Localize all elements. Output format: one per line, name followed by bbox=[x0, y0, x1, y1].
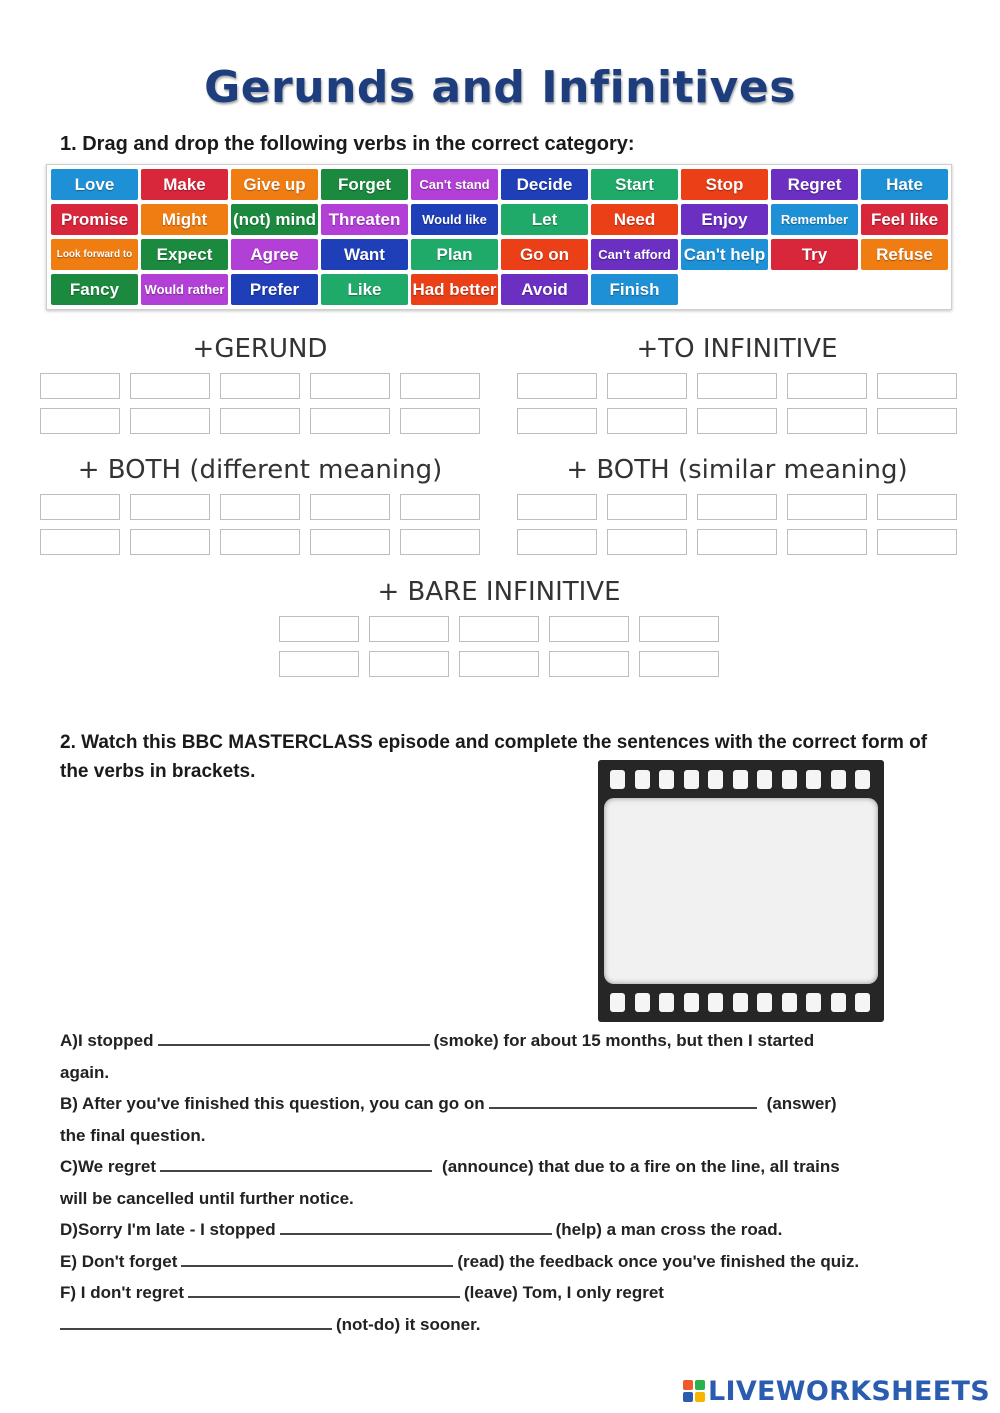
sprocket-hole bbox=[635, 993, 650, 1012]
drop-box-to-infinitive[interactable] bbox=[787, 373, 867, 399]
verb-chip[interactable]: Let bbox=[501, 204, 588, 235]
sentence-f bbox=[60, 1282, 950, 1304]
drop-box-both-different[interactable] bbox=[310, 529, 390, 555]
sentence-b bbox=[60, 1093, 950, 1115]
drop-box-to-infinitive[interactable] bbox=[607, 373, 687, 399]
drop-box-bare-infinitive[interactable] bbox=[279, 651, 359, 677]
logo-square bbox=[683, 1380, 693, 1390]
sprocket-hole bbox=[708, 770, 723, 789]
verb-chip[interactable]: Look forward to bbox=[51, 239, 138, 270]
sprocket-hole bbox=[733, 770, 748, 789]
verb-chip[interactable]: (not) mind bbox=[231, 204, 318, 235]
drop-box-bare-infinitive[interactable] bbox=[639, 651, 719, 677]
sentence-d bbox=[60, 1219, 950, 1241]
answer-blank-b[interactable] bbox=[489, 1093, 757, 1109]
verb-chip[interactable]: Prefer bbox=[231, 274, 318, 305]
verb-chip[interactable]: Might bbox=[141, 204, 228, 235]
drop-box-both-similar[interactable] bbox=[517, 529, 597, 555]
drop-box-bare-infinitive[interactable] bbox=[549, 616, 629, 642]
category-heading-to-infinitive: +TO INFINITIVE bbox=[636, 334, 838, 364]
sprocket-hole bbox=[806, 993, 821, 1012]
verb-chip[interactable]: Plan bbox=[411, 239, 498, 270]
sentence-a-start: A)I stopped bbox=[60, 1031, 154, 1050]
sprocket-hole bbox=[659, 993, 674, 1012]
drop-box-both-different[interactable] bbox=[220, 494, 300, 520]
sentence-a bbox=[60, 1030, 950, 1052]
drop-box-to-infinitive[interactable] bbox=[697, 408, 777, 434]
drop-box-to-infinitive[interactable] bbox=[787, 408, 867, 434]
verb-chip[interactable]: Avoid bbox=[501, 274, 588, 305]
logo-square bbox=[683, 1392, 693, 1402]
drop-box-bare-infinitive[interactable] bbox=[459, 616, 539, 642]
verb-chip[interactable]: Would like bbox=[411, 204, 498, 235]
verb-bank-grid bbox=[51, 169, 948, 305]
sentence-c-start: C)We regret bbox=[60, 1157, 157, 1176]
sentence-e-end: (read) the feedback once you've finished the quiz. bbox=[457, 1252, 860, 1271]
drop-box-bare-infinitive[interactable] bbox=[549, 651, 629, 677]
section1-instruction: 1. Drag and drop the following verbs in the correct category: bbox=[60, 133, 635, 155]
liveworksheets-logo bbox=[683, 1377, 990, 1405]
drop-box-gerund[interactable] bbox=[40, 408, 120, 434]
sprocket-hole bbox=[635, 770, 650, 789]
answer-blank-a[interactable] bbox=[158, 1030, 430, 1046]
drop-box-both-different[interactable] bbox=[220, 529, 300, 555]
drop-box-gerund[interactable] bbox=[400, 373, 480, 399]
section2-instruction-text: 2. Watch this BBC MASTERCLASS episode and complete the sentences with the correct form of the verbs in brackets. bbox=[60, 732, 928, 782]
verb-chip[interactable]: Try bbox=[771, 239, 858, 270]
logo-square bbox=[695, 1392, 705, 1402]
drop-box-both-similar[interactable] bbox=[607, 529, 687, 555]
sentence-e bbox=[60, 1251, 950, 1273]
sprocket-hole bbox=[831, 770, 846, 789]
drop-box-both-similar[interactable] bbox=[877, 529, 957, 555]
verb-chip[interactable]: Refuse bbox=[861, 239, 948, 270]
verb-chip[interactable]: Make bbox=[141, 169, 228, 200]
drop-box-gerund[interactable] bbox=[40, 373, 120, 399]
category-heading-gerund: +GERUND bbox=[192, 334, 328, 364]
drop-box-both-similar[interactable] bbox=[607, 494, 687, 520]
verb-chip[interactable]: Had better bbox=[411, 274, 498, 305]
logo-text: LIVEWORKSHEETS bbox=[707, 1375, 990, 1407]
sprocket-hole bbox=[733, 993, 748, 1012]
verb-chip[interactable]: Love bbox=[51, 169, 138, 200]
drop-box-both-similar[interactable] bbox=[697, 494, 777, 520]
drop-box-gerund[interactable] bbox=[310, 373, 390, 399]
sprocket-hole bbox=[610, 770, 625, 789]
drop-box-gerund[interactable] bbox=[310, 408, 390, 434]
sentence-f-end: (not-do) it sooner. bbox=[336, 1315, 481, 1334]
verb-chip[interactable]: Hate bbox=[861, 169, 948, 200]
sentence-f-cont bbox=[60, 1314, 950, 1336]
drop-box-both-similar[interactable] bbox=[787, 529, 867, 555]
verb-chip[interactable]: Start bbox=[591, 169, 678, 200]
drop-box-bare-infinitive[interactable] bbox=[639, 616, 719, 642]
sprocket-hole bbox=[855, 993, 870, 1012]
sentence-f-mid: (leave) Tom, I only regret bbox=[463, 1283, 664, 1302]
drop-box-bare-infinitive[interactable] bbox=[369, 616, 449, 642]
sentence-c bbox=[60, 1156, 950, 1178]
sentence-a-cont: again. bbox=[60, 1063, 110, 1082]
sentence-e-start: E) Don't forget bbox=[60, 1252, 178, 1271]
verb-chip[interactable]: Give up bbox=[231, 169, 318, 200]
verb-chip[interactable]: Want bbox=[321, 239, 408, 270]
verb-chip[interactable]: Can't help bbox=[681, 239, 768, 270]
verb-chip[interactable]: Remember bbox=[771, 204, 858, 235]
sprocket-hole bbox=[708, 993, 723, 1012]
drop-box-gerund[interactable] bbox=[220, 373, 300, 399]
verb-chip[interactable]: Threaten bbox=[321, 204, 408, 235]
video-frame[interactable] bbox=[604, 798, 878, 984]
drop-box-gerund[interactable] bbox=[400, 408, 480, 434]
answer-blank-e[interactable] bbox=[181, 1251, 453, 1267]
drop-box-to-infinitive[interactable] bbox=[517, 373, 597, 399]
drop-box-to-infinitive[interactable] bbox=[607, 408, 687, 434]
verb-chip[interactable]: Stop bbox=[681, 169, 768, 200]
sentence-d-start: D)Sorry I'm late - I stopped bbox=[60, 1220, 276, 1239]
drop-box-both-similar[interactable] bbox=[517, 494, 597, 520]
verb-chip[interactable]: Like bbox=[321, 274, 408, 305]
sentence-c-cont: will be cancelled until further notice. bbox=[60, 1189, 354, 1208]
drop-box-bare-infinitive[interactable] bbox=[369, 651, 449, 677]
verb-bank bbox=[46, 164, 952, 310]
category-heading-both-different: + BOTH (different meaning) bbox=[77, 455, 443, 485]
drop-box-to-infinitive[interactable] bbox=[877, 373, 957, 399]
drop-box-gerund[interactable] bbox=[130, 408, 210, 434]
sprocket-hole bbox=[757, 770, 772, 789]
verb-chip[interactable]: Decide bbox=[501, 169, 588, 200]
verb-chip[interactable]: Fancy bbox=[51, 274, 138, 305]
sprocket-hole bbox=[782, 993, 797, 1012]
category-heading-bare-infinitive: + BARE INFINITIVE bbox=[377, 577, 621, 607]
verb-chip[interactable]: Promise bbox=[51, 204, 138, 235]
drop-box-both-different[interactable] bbox=[130, 529, 210, 555]
sprocket-hole bbox=[782, 770, 797, 789]
sentence-f-start: F) I don't regret bbox=[60, 1283, 184, 1302]
verb-chip[interactable]: Go on bbox=[501, 239, 588, 270]
sentence-b-start: B) After you've finished this question, you can go on bbox=[60, 1094, 485, 1113]
drop-box-gerund[interactable] bbox=[130, 373, 210, 399]
drop-box-gerund[interactable] bbox=[220, 408, 300, 434]
sentence-c-mid: (announce) that due to a fire on the line, all trains bbox=[442, 1157, 840, 1176]
sprocket-hole bbox=[610, 993, 625, 1012]
answer-blank-f2[interactable] bbox=[60, 1314, 332, 1330]
sprocket-hole bbox=[806, 770, 821, 789]
sprocket-hole bbox=[855, 770, 870, 789]
sentence-b-cont: the final question. bbox=[60, 1126, 206, 1145]
drop-box-both-similar[interactable] bbox=[697, 529, 777, 555]
drop-box-bare-infinitive[interactable] bbox=[459, 651, 539, 677]
drop-box-both-different[interactable] bbox=[400, 494, 480, 520]
drop-box-to-infinitive[interactable] bbox=[517, 408, 597, 434]
drop-box-both-different[interactable] bbox=[40, 494, 120, 520]
logo-square bbox=[695, 1380, 705, 1390]
sentence-d-end: (help) a man cross the road. bbox=[555, 1220, 783, 1239]
drop-box-bare-infinitive[interactable] bbox=[279, 616, 359, 642]
verb-chip[interactable]: Forget bbox=[321, 169, 408, 200]
verb-chip[interactable]: Finish bbox=[591, 274, 678, 305]
sentence-a-mid: (smoke) for about 15 months, but then I started bbox=[433, 1031, 815, 1050]
verb-chip[interactable]: Need bbox=[591, 204, 678, 235]
drop-box-to-infinitive[interactable] bbox=[877, 408, 957, 434]
sprocket-hole bbox=[757, 993, 772, 1012]
logo-mark-icon bbox=[683, 1380, 705, 1402]
page-title: Gerunds and Infinitives bbox=[204, 62, 796, 113]
verb-chip[interactable]: Enjoy bbox=[681, 204, 768, 235]
drop-box-both-similar[interactable] bbox=[877, 494, 957, 520]
verb-chip[interactable]: Can't stand bbox=[411, 169, 498, 200]
answer-blank-d[interactable] bbox=[280, 1219, 552, 1235]
sprocket-hole bbox=[831, 993, 846, 1012]
category-heading-both-similar: + BOTH (similar meaning) bbox=[566, 455, 908, 485]
drop-box-both-different[interactable] bbox=[40, 529, 120, 555]
answer-blank-c[interactable] bbox=[160, 1156, 432, 1172]
sprocket-hole bbox=[684, 993, 699, 1012]
sentence-b-mid: (answer) bbox=[766, 1094, 837, 1113]
drop-box-both-similar[interactable] bbox=[787, 494, 867, 520]
verb-chip[interactable]: Regret bbox=[771, 169, 858, 200]
drop-box-both-different[interactable] bbox=[310, 494, 390, 520]
verb-chip[interactable]: Would rather bbox=[141, 274, 228, 305]
verb-chip[interactable]: Feel like bbox=[861, 204, 948, 235]
sprocket-hole bbox=[659, 770, 674, 789]
verb-chip[interactable]: Agree bbox=[231, 239, 318, 270]
answer-blank-f1[interactable] bbox=[188, 1282, 460, 1298]
verb-chip[interactable]: Can't afford bbox=[591, 239, 678, 270]
drop-box-to-infinitive[interactable] bbox=[697, 373, 777, 399]
drop-box-both-different[interactable] bbox=[130, 494, 210, 520]
sprocket-hole bbox=[684, 770, 699, 789]
film-strip-icon[interactable] bbox=[598, 760, 884, 1022]
verb-chip[interactable]: Expect bbox=[141, 239, 228, 270]
drop-box-both-different[interactable] bbox=[400, 529, 480, 555]
